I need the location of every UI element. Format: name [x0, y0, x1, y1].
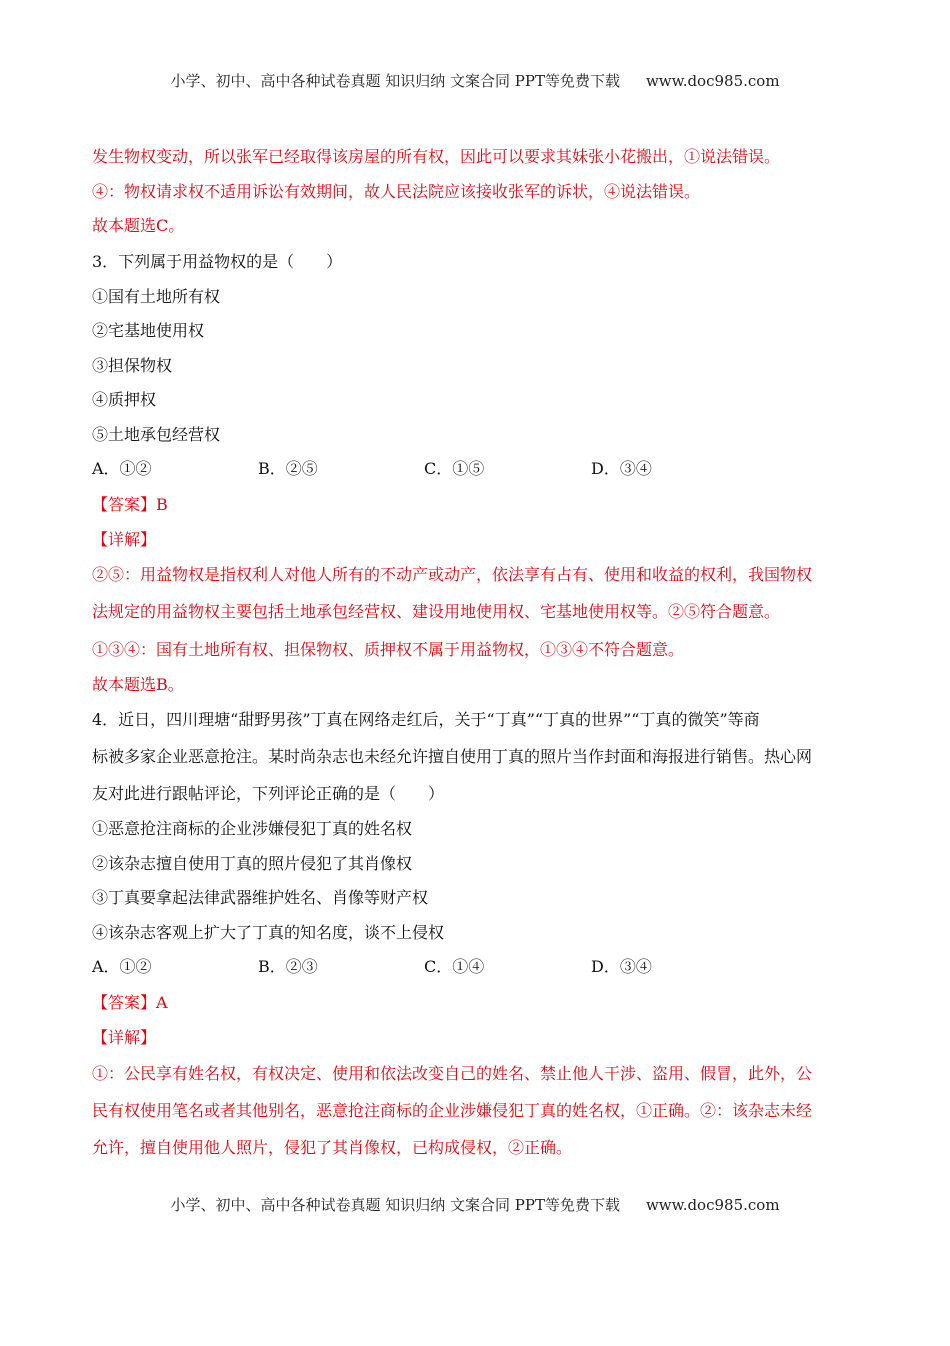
q4-option-b: B．②③ — [258, 957, 318, 976]
page-footer — [0, 1194, 950, 1215]
q3-detail-line: 法规定的用益物权主要包括土地承包经营权、建设用地使用权、宅基地使用权等。②⑤符合题意。 — [92, 602, 781, 621]
q3-item: ①国有土地所有权 — [92, 287, 221, 306]
q4-item: ③丁真要拿起法律武器维护姓名、肖像等财产权 — [92, 888, 429, 907]
q3-item: ②宅基地使用权 — [92, 321, 205, 340]
question-4-stem-line: 友对此进行跟帖评论，下列评论正确的是（ ） — [92, 784, 445, 803]
q3-item: ④质押权 — [92, 390, 157, 409]
q3-detail-line: ②⑤：用益物权是指权利人对他人所有的不动产或动产，依法享有占有、使用和收益的权利，我国物权 — [92, 565, 813, 584]
q4-option-d: D．③④ — [591, 957, 652, 976]
q4-detail-line: 允许，擅自使用他人照片，侵犯了其肖像权，已构成侵权，②正确。 — [92, 1138, 573, 1157]
q4-option-a: A．①② — [92, 957, 152, 976]
q3-option-d: D．③④ — [591, 459, 652, 478]
page-header — [0, 70, 950, 91]
q4-detail-label: 【详解】 — [92, 1028, 157, 1047]
q3-item: ⑤土地承包经营权 — [92, 425, 221, 444]
q4-detail-line: ①：公民享有姓名权，有权决定、使用和依法改变自己的姓名、禁止他人干涉、盗用、假冒，此外，公 — [92, 1064, 813, 1083]
q3-conclusion: 故本题选B。 — [92, 675, 184, 694]
prev-conclusion: 故本题选C。 — [92, 216, 185, 235]
q3-option-a: A．①② — [92, 459, 152, 478]
q4-item: ②该杂志擅自使用丁真的照片侵犯了其肖像权 — [92, 854, 413, 873]
footer-text: 小学、初中、高中各种试卷真题 知识归纳 文案合同 PPT等免费下载 — [170, 1196, 620, 1214]
q4-answer: 【答案】A — [92, 993, 168, 1012]
question-4-stem-line: 4．近日，四川理塘“甜野男孩”丁真在网络走红后，关于“丁真”“丁真的世界”“丁真的微笑”等商 — [92, 710, 760, 729]
q4-detail-line: 民有权使用笔名或者其他别名，恶意抢注商标的企业涉嫌侵犯丁真的姓名权，①正确。②：该杂志未经 — [92, 1101, 813, 1120]
footer-url[interactable]: www.doc985.com — [645, 1196, 780, 1214]
q3-option-c: C．①⑤ — [424, 459, 485, 478]
q3-answer: 【答案】B — [92, 495, 168, 514]
q4-option-c: C．①④ — [424, 957, 485, 976]
prev-explanation-line: ④：物权请求权不适用诉讼有效期间，故人民法院应该接收张军的诉状，④说法错误。 — [92, 182, 701, 201]
q3-option-b: B．②⑤ — [258, 459, 318, 478]
q4-item: ④该杂志客观上扩大了丁真的知名度，谈不上侵权 — [92, 923, 445, 942]
q3-item: ③担保物权 — [92, 356, 173, 375]
question-4-stem-line: 标被多家企业恶意抢注。某时尚杂志也未经允许擅自使用丁真的照片当作封面和海报进行销售。热心网 — [92, 747, 813, 766]
q4-item: ①恶意抢注商标的企业涉嫌侵犯丁真的姓名权 — [92, 819, 413, 838]
header-url[interactable]: www.doc985.com — [645, 72, 780, 90]
header-text: 小学、初中、高中各种试卷真题 知识归纳 文案合同 PPT等免费下载 — [170, 72, 620, 90]
question-3-stem: 3．下列属于用益物权的是（ ） — [92, 252, 343, 271]
q3-detail-line: ①③④：国有土地所有权、担保物权、质押权不属于用益物权，①③④不符合题意。 — [92, 640, 685, 659]
prev-explanation-line: 发生物权变动，所以张军已经取得该房屋的所有权，因此可以要求其妹张小花搬出，①说法错误。 — [92, 147, 781, 166]
q3-detail-label: 【详解】 — [92, 530, 157, 549]
